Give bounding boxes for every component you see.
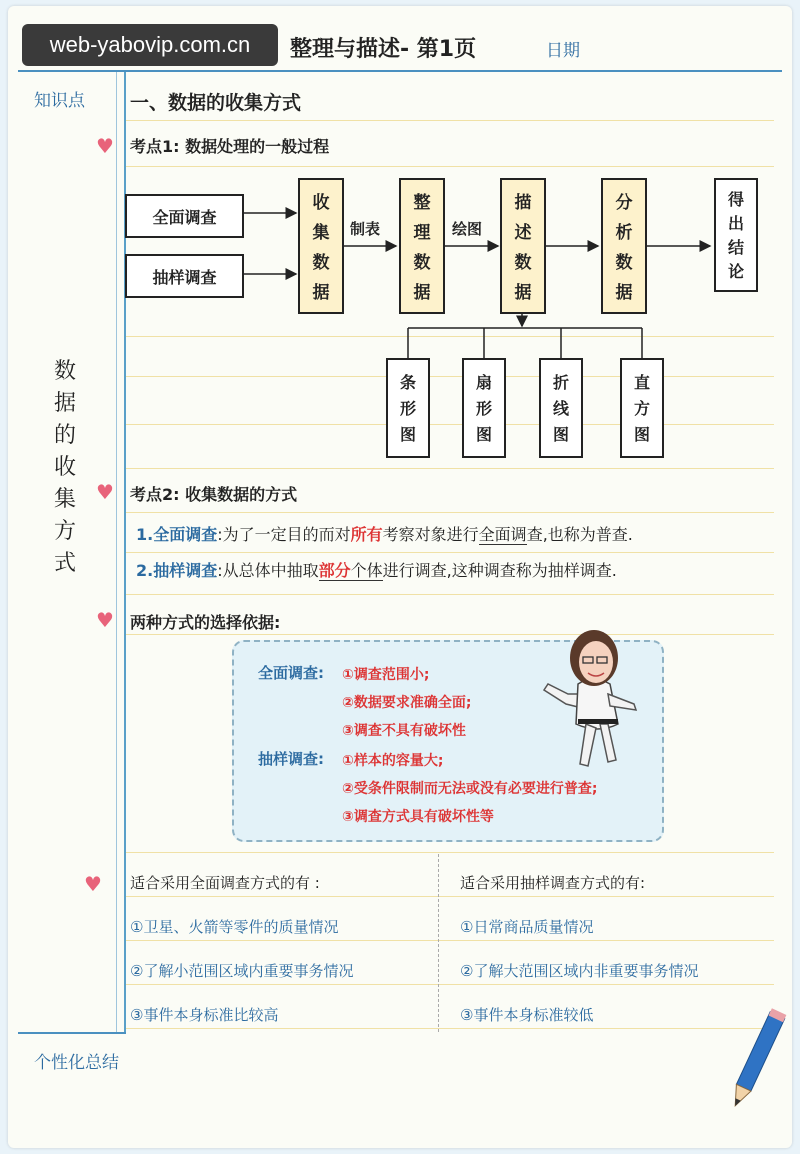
step-organize: 整 理 数 据 xyxy=(399,178,445,314)
point3-heading: 两种方式的选择依据: xyxy=(130,613,281,632)
notebook-page xyxy=(8,6,792,1148)
example-sample-item: ①日常商品质量情况 xyxy=(460,918,594,936)
pencil-icon xyxy=(720,1006,790,1116)
watermark-banner: web-yabovip.com.cn xyxy=(22,24,278,66)
criteria-sample-item: ③调查方式具有破坏性等 xyxy=(342,809,494,825)
criteria-full-item: ①调查范围小; xyxy=(342,667,430,683)
input-full-survey: 全面调查 xyxy=(125,194,244,238)
criteria-full-item: ②数据要求准确全面; xyxy=(342,695,472,711)
criteria-full-label: 全面调查: xyxy=(258,664,324,682)
page-title: 整理与描述- 第1页 xyxy=(290,37,477,62)
heart-icon: ♥ xyxy=(96,480,114,504)
vertical-section-title: 数 据 的 收 集 方 式 xyxy=(53,359,76,576)
input-sample-survey: 抽样调查 xyxy=(125,254,244,298)
example-full-item: ②了解小范围区域内重要事务情况 xyxy=(130,962,354,980)
chart-type-bar: 条 形 图 xyxy=(386,358,430,458)
edge-label-tabulate: 制表 xyxy=(350,220,381,238)
criteria-full-item: ③调查不具有破坏性 xyxy=(342,723,466,739)
step-conclusion: 得 出 结 论 xyxy=(714,178,758,292)
personal-summary-label: 个性化总结 xyxy=(34,1053,119,1073)
step-describe: 描 述 数 据 xyxy=(500,178,546,314)
definition-full-survey: 1.全面调查:为了一定目的而对所有考察对象进行全面调查,也称为普查. xyxy=(136,525,633,544)
column-separator xyxy=(438,854,439,1032)
criteria-sample-item: ②受条件限制而无法或没有必要进行普查; xyxy=(342,781,598,797)
step-analyze: 分 析 数 据 xyxy=(601,178,647,314)
heart-icon: ♥ xyxy=(84,872,102,896)
date-label: 日期 xyxy=(546,41,580,61)
knowledge-point-label: 知识点 xyxy=(34,91,85,111)
teacher-figure-illustration xyxy=(538,624,648,784)
step-collect: 收 集 数 据 xyxy=(298,178,344,314)
chart-type-pie: 扇 形 图 xyxy=(462,358,506,458)
example-full-item: ③事件本身标准比较高 xyxy=(130,1006,279,1024)
point1-heading: 考点1: 数据处理的一般过程 xyxy=(130,137,330,156)
criteria-sample-label: 抽样调查: xyxy=(258,750,324,768)
section-heading: 一、数据的收集方式 xyxy=(130,92,302,114)
heart-icon: ♥ xyxy=(96,134,114,158)
examples-sample-title: 适合采用抽样调查方式的有: xyxy=(460,874,646,892)
example-sample-item: ③事件本身标准较低 xyxy=(460,1006,594,1024)
chart-type-line: 折 线 图 xyxy=(539,358,583,458)
example-sample-item: ②了解大范围区域内非重要事务情况 xyxy=(460,962,699,980)
point2-heading: 考点2: 收集数据的方式 xyxy=(130,485,298,504)
summary-divider xyxy=(18,1032,126,1034)
examples-full-title: 适合采用全面调查方式的有 : xyxy=(130,874,320,892)
edge-label-plot: 绘图 xyxy=(452,220,483,238)
definition-sample-survey: 2.抽样调查:从总体中抽取部分个体进行调查,这种调查称为抽样调查. xyxy=(136,561,617,580)
criteria-sample-item: ①样本的容量大; xyxy=(342,753,444,769)
chart-type-histogram: 直 方 图 xyxy=(620,358,664,458)
heart-icon: ♥ xyxy=(96,608,114,632)
example-full-item: ①卫星、火箭等零件的质量情况 xyxy=(130,918,339,936)
